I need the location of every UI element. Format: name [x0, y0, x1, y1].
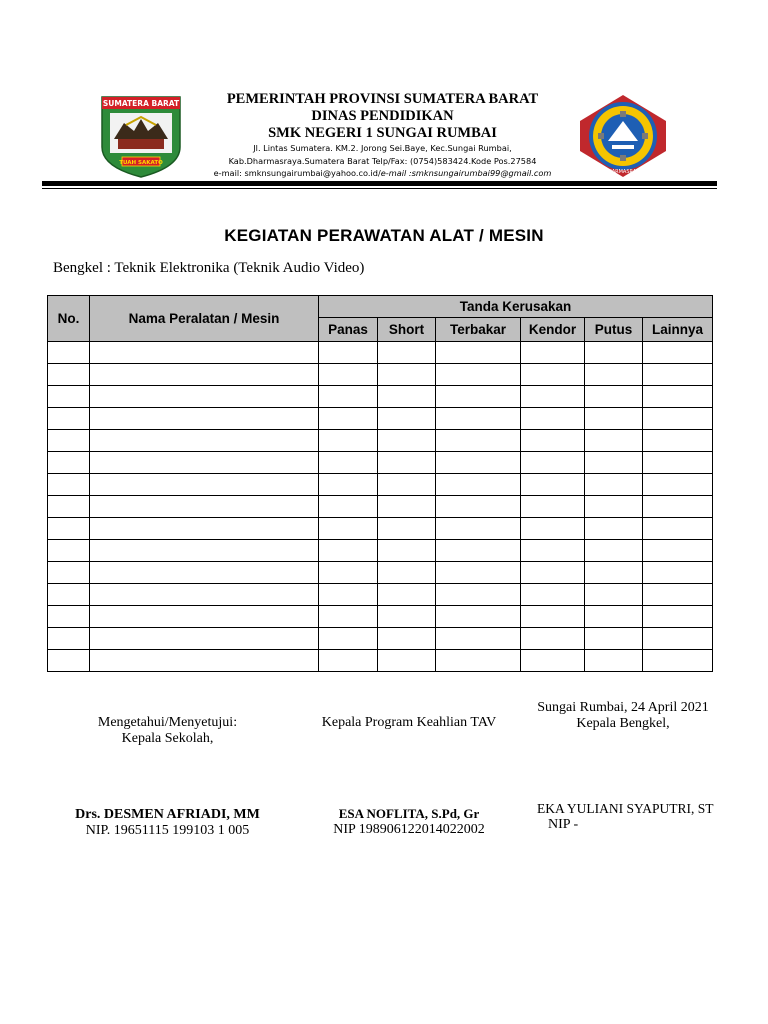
table-cell [521, 430, 585, 452]
table-cell [319, 628, 378, 650]
sig-left-nip: NIP. 19651115 199103 1 005 [85, 823, 250, 838]
table-body [48, 342, 713, 672]
table-cell [48, 628, 90, 650]
table-cell [378, 606, 436, 628]
header-department: DINAS PENDIDIKAN [311, 108, 454, 124]
table-cell [319, 408, 378, 430]
table-cell [436, 518, 521, 540]
table-row [48, 386, 713, 408]
table-row [48, 628, 713, 650]
table-cell [48, 562, 90, 584]
table-cell [90, 386, 319, 408]
table-cell [378, 650, 436, 672]
table-cell [521, 474, 585, 496]
table-cell [378, 628, 436, 650]
table-row [48, 452, 713, 474]
table-cell [90, 518, 319, 540]
table-cell [436, 540, 521, 562]
table-cell [378, 518, 436, 540]
col-header-no: No. [48, 296, 90, 342]
bengkel-value: : Teknik Elektronika (Teknik Audio Video) [106, 260, 365, 276]
header-school-name: SMK NEGERI 1 SUNGAI RUMBAI [268, 125, 497, 141]
table-cell [319, 386, 378, 408]
table-row [48, 474, 713, 496]
table-cell [585, 408, 643, 430]
table-cell [90, 606, 319, 628]
table-cell [48, 430, 90, 452]
table-cell [436, 628, 521, 650]
col-header-putus: Putus [585, 318, 643, 342]
table-cell [643, 386, 713, 408]
table-cell [378, 342, 436, 364]
table-cell [585, 584, 643, 606]
sig-middle-line1: Kepala Program Keahlian TAV [321, 715, 497, 730]
table-cell [48, 386, 90, 408]
table-cell [643, 408, 713, 430]
table-cell [90, 408, 319, 430]
table-cell [643, 496, 713, 518]
sig-left-line2: Kepala Sekolah, [121, 731, 214, 746]
table-cell [436, 650, 521, 672]
table-cell [436, 606, 521, 628]
col-header-kendor: Kendor [521, 318, 585, 342]
table-cell [643, 584, 713, 606]
table-cell [90, 364, 319, 386]
table-cell [643, 452, 713, 474]
header-province: PEMERINTAH PROVINSI SUMATERA BARAT [226, 91, 539, 107]
sig-middle-nip: NIP 198906122014022002 [333, 822, 485, 837]
table-cell [585, 342, 643, 364]
table-cell [319, 606, 378, 628]
table-cell [378, 408, 436, 430]
table-cell [521, 452, 585, 474]
table-cell [319, 518, 378, 540]
table-row [48, 342, 713, 364]
table-cell [521, 584, 585, 606]
sig-middle-name: ESA NOFLITA, S.Pd, Gr [338, 806, 480, 821]
table-cell [585, 540, 643, 562]
table-row [48, 496, 713, 518]
table-cell [378, 496, 436, 518]
header-address-1: Jl. Lintas Sumatera. KM.2. Jorong Sei.Baye, Kec.Sungai Rumbai, [253, 143, 512, 153]
table-cell [585, 562, 643, 584]
table-cell [521, 650, 585, 672]
col-header-lainnya: Lainnya [643, 318, 713, 342]
table-cell [436, 474, 521, 496]
table-cell [436, 584, 521, 606]
table-cell [521, 342, 585, 364]
table-row [48, 408, 713, 430]
table-cell [48, 496, 90, 518]
col-header-panas: Panas [319, 318, 378, 342]
table-cell [521, 606, 585, 628]
table-cell [48, 452, 90, 474]
table-cell [90, 628, 319, 650]
table-cell [319, 430, 378, 452]
school-logo-bottom-text: DHARMASRAYA [604, 169, 642, 175]
table-cell [643, 562, 713, 584]
table-cell [90, 562, 319, 584]
maintenance-table [47, 295, 713, 672]
table-cell [436, 452, 521, 474]
table-cell [521, 518, 585, 540]
table-cell [521, 386, 585, 408]
table-cell [585, 430, 643, 452]
table-row [48, 430, 713, 452]
header-address-2: Kab.Dharmasraya.Sumatera Barat Telp/Fax: (0754)583424.Kode Pos.27584 [228, 156, 537, 166]
table-cell [48, 364, 90, 386]
table-cell [643, 474, 713, 496]
table-cell [436, 342, 521, 364]
table-cell [585, 628, 643, 650]
table-cell [48, 518, 90, 540]
table-cell [48, 474, 90, 496]
header-email-2: e-mail :smknsungairumbai99@gmail.com [380, 168, 552, 178]
table-cell [319, 364, 378, 386]
table-row [48, 364, 713, 386]
table-cell [90, 496, 319, 518]
bengkel-line [53, 260, 364, 277]
table-cell [319, 650, 378, 672]
header-email-1: e-mail: smknsungairumbai@yahoo.co.id/ [213, 168, 381, 178]
table-cell [436, 386, 521, 408]
emblem-ribbon-text: TUAH SAKATO [119, 160, 163, 166]
table-cell [521, 408, 585, 430]
table-cell [643, 606, 713, 628]
col-header-nama: Nama Peralatan / Mesin [90, 296, 319, 342]
table-cell [48, 584, 90, 606]
table-cell [585, 650, 643, 672]
table-cell [90, 430, 319, 452]
sig-right-nip: NIP - [548, 817, 579, 832]
table-cell [319, 496, 378, 518]
sig-left-name: Drs. DESMEN AFRIADI, MM [75, 807, 260, 822]
sumatera-barat-emblem [98, 95, 184, 179]
school-logo [578, 93, 668, 179]
table-row [48, 518, 713, 540]
table-cell [48, 650, 90, 672]
table-cell [436, 562, 521, 584]
table-cell [378, 364, 436, 386]
sig-left-line1: Mengetahui/Menyetujui: [97, 715, 238, 730]
table-cell [378, 562, 436, 584]
table-cell [319, 540, 378, 562]
table-cell [436, 364, 521, 386]
table-cell [585, 386, 643, 408]
table-cell [90, 474, 319, 496]
table-row [48, 540, 713, 562]
table-row [48, 650, 713, 672]
table-cell [643, 364, 713, 386]
table-cell [378, 540, 436, 562]
table-cell [643, 430, 713, 452]
table-cell [90, 452, 319, 474]
col-header-tanda-kerusakan: Tanda Kerusakan [319, 296, 713, 318]
table-cell [319, 452, 378, 474]
table-cell [521, 364, 585, 386]
table-cell [378, 452, 436, 474]
table-row [48, 584, 713, 606]
table-cell [436, 496, 521, 518]
sig-right-name: EKA YULIANI SYAPUTRI, ST [537, 801, 714, 816]
table-cell [319, 584, 378, 606]
table-cell [48, 408, 90, 430]
bengkel-label: Bengkel [53, 260, 103, 276]
table-cell [585, 606, 643, 628]
table-cell [643, 518, 713, 540]
table-cell [643, 540, 713, 562]
table-cell [643, 342, 713, 364]
table-row [48, 562, 713, 584]
table-cell [319, 474, 378, 496]
sig-right-date: Sungai Rumbai, 24 April 2021 [537, 700, 709, 715]
table-cell [378, 430, 436, 452]
table-cell [378, 474, 436, 496]
table-cell [521, 540, 585, 562]
table-cell [90, 342, 319, 364]
table-cell [585, 452, 643, 474]
table-cell [48, 606, 90, 628]
table-row [48, 606, 713, 628]
table-cell [585, 518, 643, 540]
table-cell [521, 496, 585, 518]
table-cell [48, 342, 90, 364]
document-title: KEGIATAN PERAWATAN ALAT / MESIN [224, 226, 544, 245]
col-header-terbakar: Terbakar [436, 318, 521, 342]
table-cell [436, 430, 521, 452]
header-rule-thin [42, 188, 717, 189]
table-cell [643, 650, 713, 672]
table-cell [378, 584, 436, 606]
table-cell [585, 364, 643, 386]
table-cell [436, 408, 521, 430]
table-cell [90, 650, 319, 672]
col-header-short: Short [378, 318, 436, 342]
table-cell [521, 628, 585, 650]
table-cell [90, 584, 319, 606]
emblem-banner-text: SUMATERA BARAT [102, 99, 180, 108]
sig-right-line1: Kepala Bengkel, [576, 716, 670, 731]
header-rule-thick [42, 181, 717, 186]
table-cell [585, 474, 643, 496]
table-cell [90, 540, 319, 562]
table-cell [643, 628, 713, 650]
table-cell [319, 562, 378, 584]
table-cell [521, 562, 585, 584]
header-email [190, 168, 575, 178]
table-cell [319, 342, 378, 364]
table-cell [378, 386, 436, 408]
table-cell [585, 496, 643, 518]
table-cell [48, 540, 90, 562]
